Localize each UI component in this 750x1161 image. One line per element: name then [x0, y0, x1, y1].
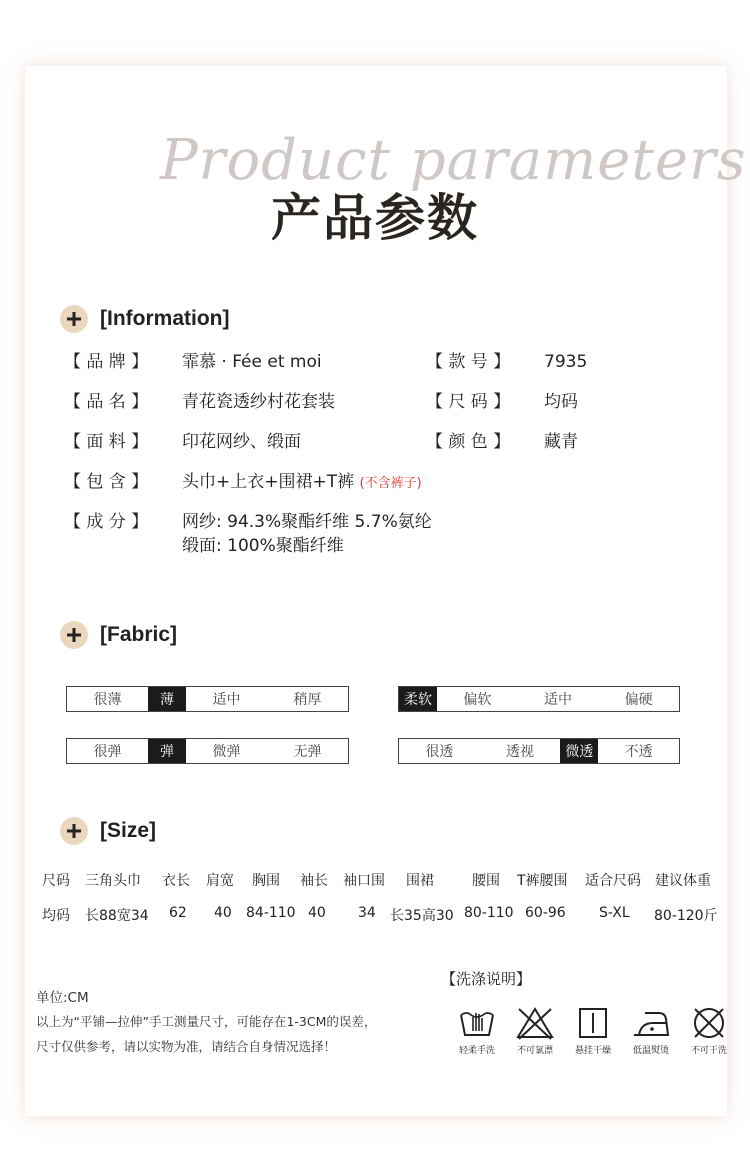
script-title: Product parameters — [160, 128, 747, 193]
table-cell: 80-110 — [464, 905, 514, 921]
scale-option-selected: 薄 — [148, 687, 186, 711]
header-cell: 袖口围 — [343, 873, 385, 889]
fabric-scale-transparency — [398, 738, 680, 764]
info-composition — [64, 507, 432, 532]
wash-item — [569, 1005, 617, 1056]
plus-icon — [60, 305, 88, 333]
scale-option: 很薄 — [93, 692, 122, 708]
wash-label: 低温熨烫 — [632, 1046, 669, 1056]
wash-label: 悬挂干燥 — [574, 1046, 611, 1056]
page-title: 产品参数 — [271, 189, 479, 247]
header-cell: 围裙 — [406, 873, 434, 889]
wash-item — [685, 1005, 733, 1056]
hang-dry-icon — [573, 1005, 613, 1041]
info-size — [426, 387, 578, 412]
scale-option: 偏软 — [463, 692, 492, 708]
table-cell: 40 — [308, 905, 326, 921]
scale-option: 透视 — [506, 744, 534, 760]
style-label: 【 款 号 】 — [426, 352, 511, 372]
table-cell: 62 — [169, 905, 187, 921]
section-title: [Size] — [100, 819, 157, 842]
name-label: 【 品 名 】 — [64, 392, 149, 412]
low-iron-icon — [631, 1005, 671, 1041]
header-cell: 适合尺码 — [585, 873, 641, 889]
header-cell: 三角头巾 — [85, 873, 141, 889]
fabric-value: 印花网纱、缎面 — [182, 432, 301, 452]
scale-option: 稍厚 — [293, 692, 322, 708]
name-value: 青花瓷透纱村花套装 — [182, 392, 335, 412]
scale-option-selected: 微透 — [560, 739, 598, 763]
scale-option: 微弹 — [212, 744, 241, 760]
section-information — [60, 304, 229, 334]
scale-option: 适中 — [212, 692, 241, 708]
header-cell: T裤腰围 — [517, 873, 568, 889]
info-includes — [64, 467, 422, 492]
table-cell: 40 — [214, 905, 232, 921]
scale-option-selected: 柔软 — [399, 687, 437, 711]
scale-option: 很弹 — [93, 744, 122, 760]
scale-option-selected: 弹 — [148, 739, 186, 763]
style-value: 7935 — [544, 352, 588, 372]
scale-option: 无弹 — [293, 744, 322, 760]
header-cell: 尺码 — [42, 873, 70, 889]
table-cell: 长35高30 — [390, 908, 454, 924]
wash-label: 轻柔手洗 — [458, 1046, 495, 1056]
plus-icon — [60, 621, 88, 649]
section-fabric — [60, 620, 177, 650]
scale-option: 不透 — [624, 744, 653, 760]
no-bleach-icon — [515, 1005, 555, 1041]
header-cell: 肩宽 — [206, 873, 234, 889]
scale-option: 很透 — [425, 744, 454, 760]
composition-line-2: 缎面: 100%聚酯纤维 — [182, 536, 344, 556]
unit-note: 单位:CM — [36, 990, 89, 1006]
scale-option: 偏硬 — [624, 692, 653, 708]
includes-note: (不含裤子) — [359, 476, 422, 491]
table-cell: 长88宽34 — [85, 908, 149, 924]
composition-label: 【 成 分 】 — [64, 512, 149, 532]
section-size — [60, 816, 156, 846]
brand-label: 【 品 牌 】 — [64, 352, 149, 372]
includes-value: 头巾+上衣+围裙+T裤 — [182, 472, 355, 492]
measure-note-1: 以上为“平铺—拉伸”手工测量尺寸，可能存在1-3CM的误差， — [36, 1014, 377, 1029]
info-brand — [64, 347, 322, 372]
table-cell: 34 — [358, 905, 376, 921]
info-name — [64, 387, 335, 412]
size-value: 均码 — [544, 392, 578, 412]
size-label: 【 尺 码 】 — [426, 392, 511, 412]
header-cell: 腰围 — [472, 873, 500, 889]
wash-item — [511, 1005, 559, 1056]
header-cell: 衣长 — [162, 873, 190, 889]
wash-label: 不可氯漂 — [516, 1046, 553, 1056]
color-value: 藏青 — [544, 432, 578, 452]
table-cell: 80-120斤 — [654, 908, 718, 924]
wash-label: 不可干洗 — [690, 1046, 727, 1056]
composition-line-1: 网纱: 94.3%聚酯纤维 5.7%氨纶 — [182, 512, 432, 532]
info-fabric — [64, 427, 301, 452]
table-cell: S-XL — [599, 905, 630, 921]
table-cell: 均码 — [42, 908, 70, 924]
scale-option: 适中 — [544, 692, 572, 708]
brand-value: 霏慕 · Fée et moi — [182, 352, 322, 372]
wash-item — [453, 1005, 501, 1056]
table-cell: 84-110 — [246, 905, 296, 921]
plus-icon — [60, 817, 88, 845]
fabric-scale-elasticity — [66, 738, 349, 764]
header-cell: 袖长 — [300, 873, 328, 889]
info-color — [426, 427, 578, 452]
no-dry-clean-icon — [689, 1005, 729, 1041]
washing-title: 【洗涤说明】 — [441, 970, 532, 988]
color-label: 【 颜 色 】 — [426, 432, 511, 452]
washing-icons — [453, 1005, 733, 1056]
table-cell: 60-96 — [525, 905, 566, 921]
measure-note-2: 尺寸仅供参考，请以实物为准，请结合自身情况选择！ — [36, 1039, 337, 1054]
info-style — [426, 347, 587, 372]
fabric-label: 【 面 料 】 — [64, 432, 149, 452]
section-title: [Information] — [100, 307, 230, 330]
wash-item — [627, 1005, 675, 1056]
fabric-scale-thickness — [66, 686, 349, 712]
hand-wash-icon — [457, 1005, 497, 1041]
fabric-scale-softness — [398, 686, 680, 712]
header-cell: 建议体重 — [655, 873, 711, 889]
includes-label: 【 包 含 】 — [64, 472, 149, 492]
header-cell: 胸围 — [252, 873, 280, 889]
section-title: [Fabric] — [100, 623, 178, 646]
